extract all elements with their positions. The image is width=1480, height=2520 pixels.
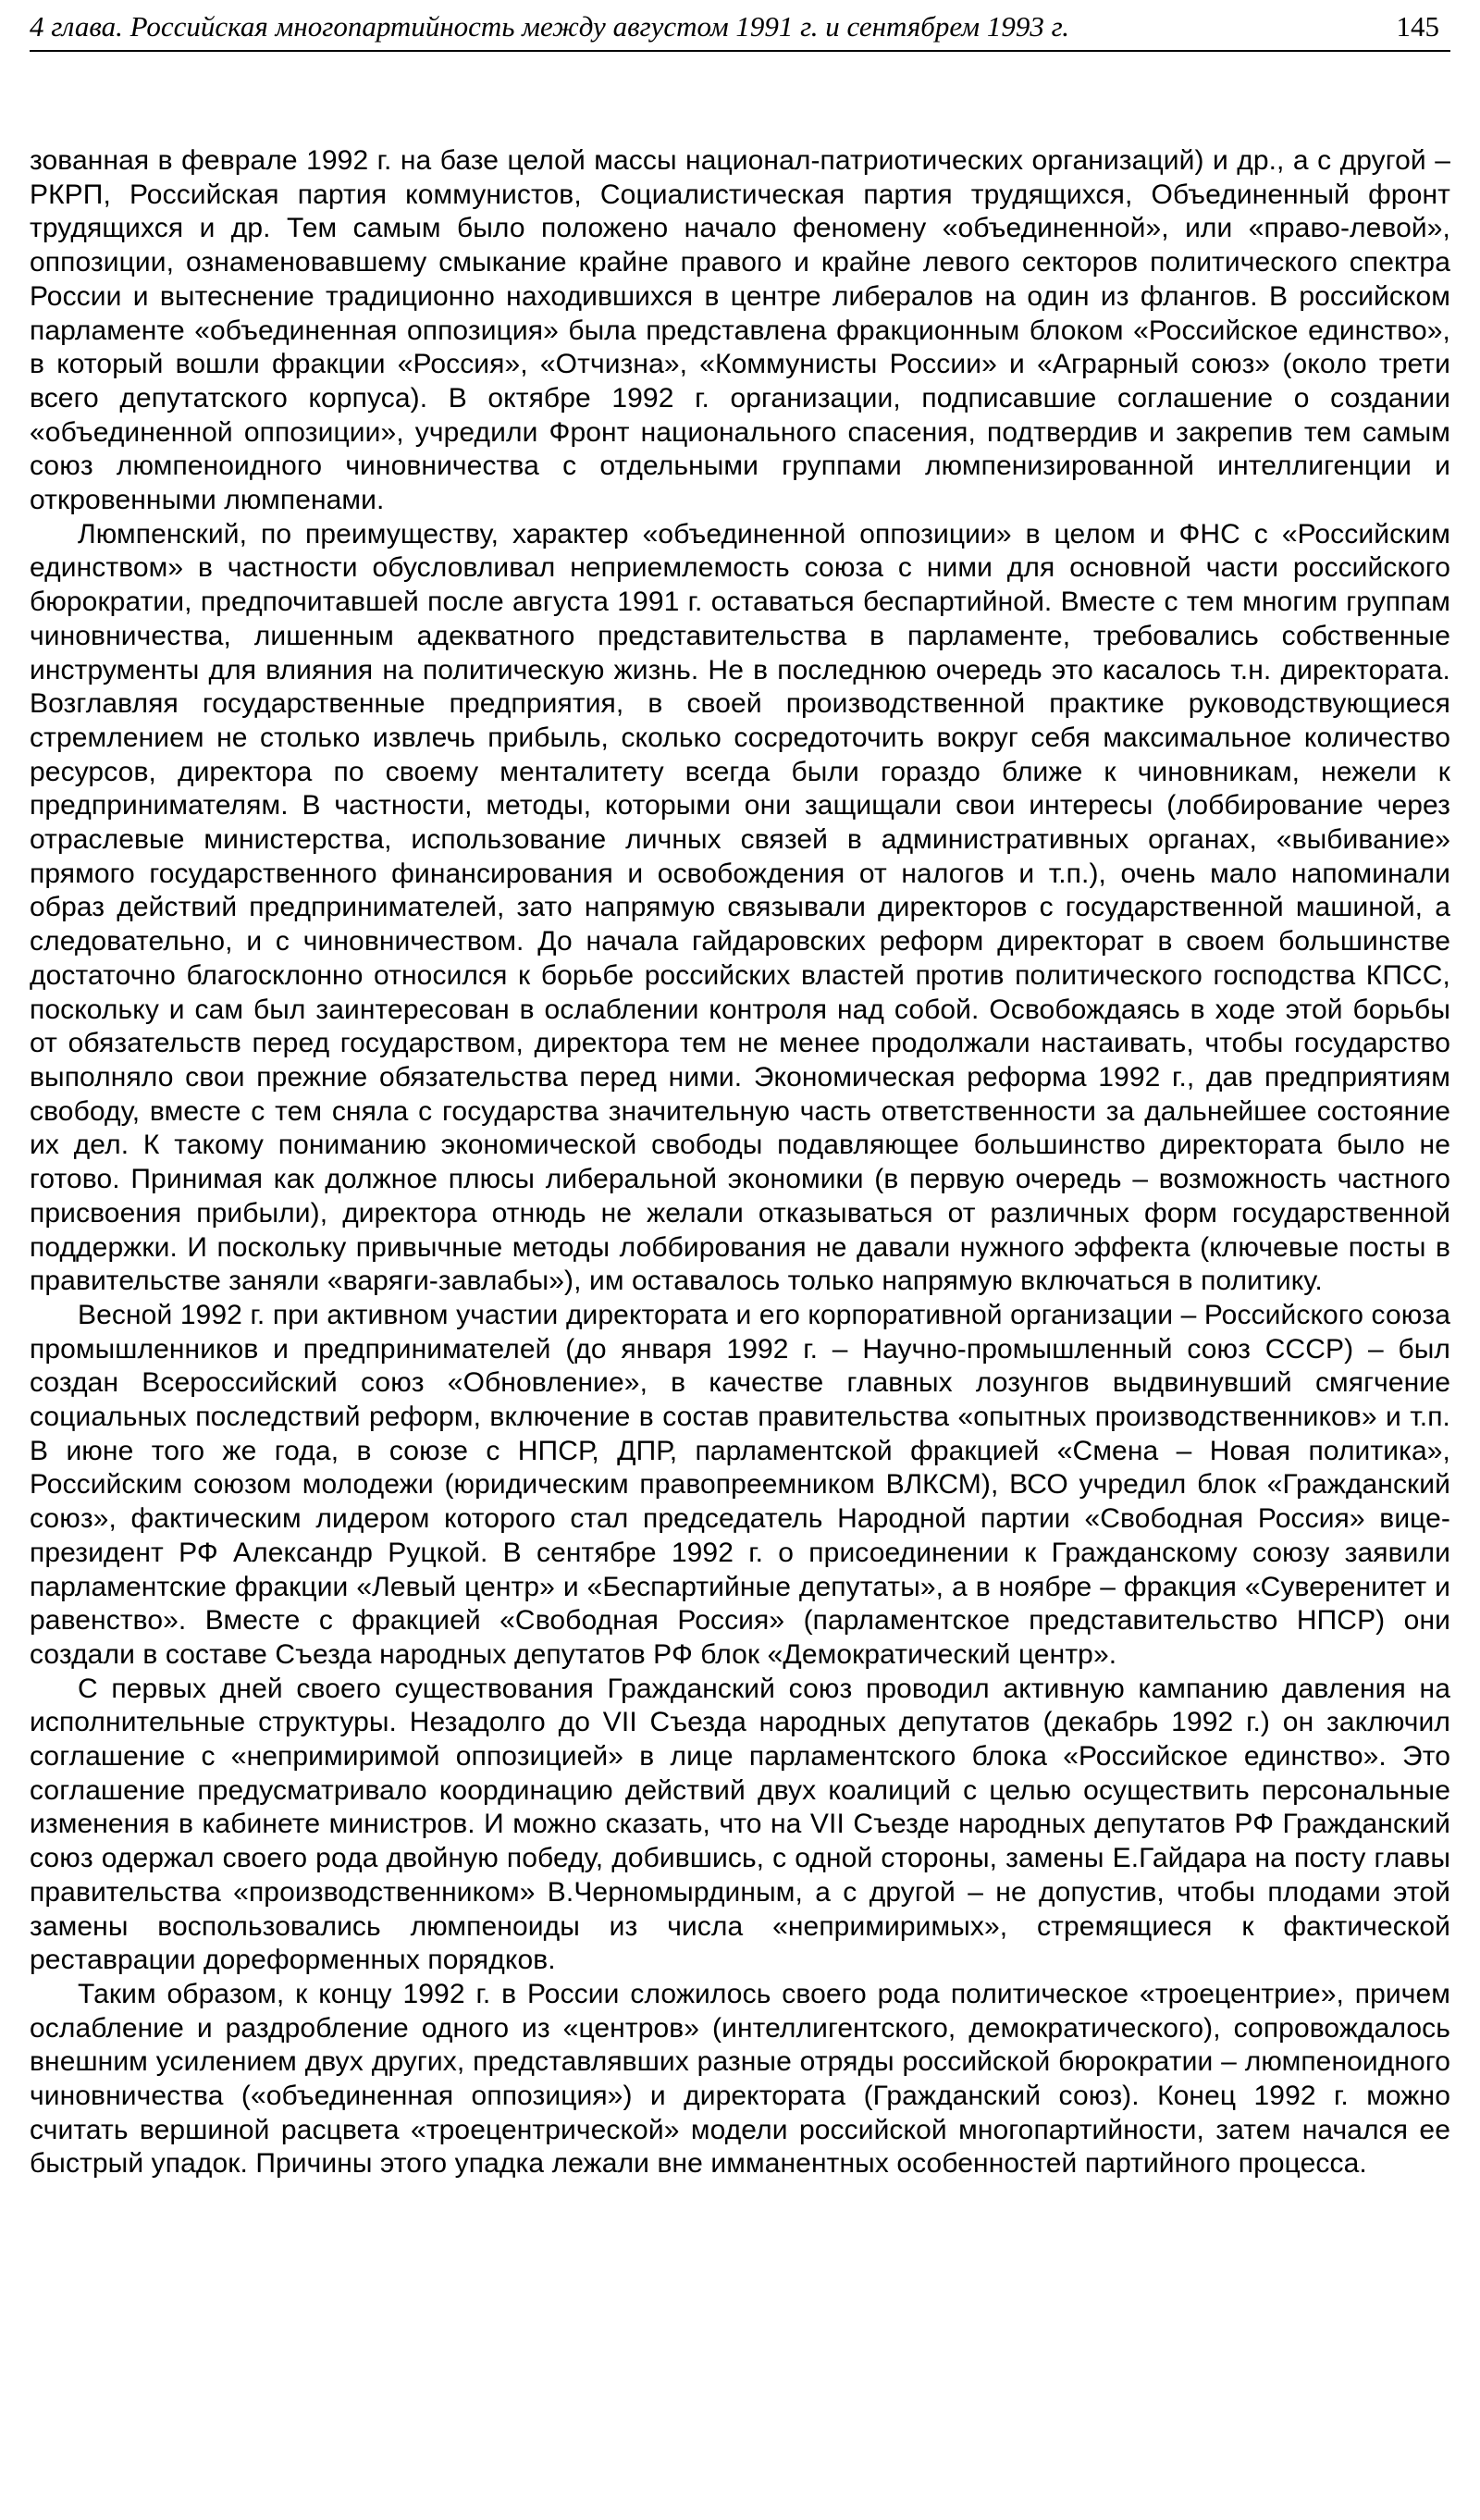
chapter-running-title: 4 глава. Российская многопартийность между августом 1991 г. и сентябрем 1993 г. — [30, 10, 1070, 43]
paragraph-continued: зованная в феврале 1992 г. на базе целой массы национал-патриотических организаций) и др., а с другой – РКРП, Российская партия коммунистов, Социалистическая партия трудящихся, Объединенный фронт трудящихся и др. Тем самым было положено начало феномену «объединенной», или «право-левой», оппозиции, ознаменовавшему смыкание крайне правого и крайне левого секторов политического спектра России и вытеснение традиционно находившихся в центре либералов на один из флангов. В российском парламенте «объединенная оппозиция» была представлена фракционным блоком «Российское единство», в который вошли фракции «Россия», «Отчизна», «Коммунисты России» и «Аграрный союз» (около трети всего депутатского корпуса). В октябре 1992 г. организации, подписавшие соглашение о создании «объединенной оппозиции», учредили Фронт национального спасения, подтвердив и закрепив тем самым союз люмпеноидного чиновничества с отдельными группами люмпенизированной интеллигенции и откровенными люмпенами. — [30, 145, 1450, 516]
book-page — [30, 0, 1450, 2181]
page-number: 145 — [1396, 10, 1439, 43]
running-header — [30, 9, 1450, 52]
paragraph: Таким образом, к концу 1992 г. в России сложилось своего рода политическое «троецентрие», причем ослабление и раздробление одного из «центров» (интеллигентского, демократического), сопровождалось внешним усилением двух других, представлявших разные отряды российской бюрократии – люмпеноидного чиновничества («объединенная оппозиция») и директората (Гражданский союз). Конец 1992 г. можно считать вершиной расцвета «троецентрической» модели российской многопартийности, затем начался ее быстрый упадок. Причины этого упадка лежали вне имманентных особенностей партийного процесса. — [30, 1978, 1450, 2180]
paragraph: Люмпенский, по преимуществу, характер «объединенной оппозиции» в целом и ФНС с «Российским единством» в частности обусловливал неприемлемость союза с ними для основной части российского бюрократии, предпочитавшей после августа 1991 г. оставаться беспартийной. Вместе с тем многим группам чиновничества, лишенным адекватного представительства в парламенте, требовались собственные инструменты для влияния на политическую жизнь. Не в последнюю очередь это касалось т.н. директората. Возглавляя государственные предприятия, в своей производственной практике руководствующиеся стремлением не столько извлечь прибыль, сколько сосредоточить вокруг себя максимальное количество ресурсов, директора по своему менталитету всегда были гораздо ближе к чиновникам, нежели к предпринимателям. В частности, методы, которыми они защищали свои интересы (лоббирование через отраслевые министерства, использование личных связей в административных органах, «выбивание» прямого государственного финансирования и освобождения от налогов и т.п.), очень мало напоминали образ действий предпринимателей, зато напрямую связывали директоров с государственной машиной, а следовательно, и с чиновничеством. До начала гайдаровских реформ директорат в своем большинстве достаточно благосклонно относился к борьбе российских властей против политического господства КПСС, поскольку и сам был заинтересован в ослаблении контроля над собой. Освобождаясь в ходе этой борьбы от обязательств перед государством, директора тем не менее продолжали настаивать, чтобы государство выполняло свои прежние обязательства перед ними. Экономическая реформа 1992 г., дав предприятиям свободу, вместе с тем сняла с государства значительную часть ответственности за дальнейшее состояние их дел. К такому пониманию экономической свободы подавляющее большинство директората было не готово. Принимая как должное плюсы либеральной экономики (в первую очередь – возможность частного присвоения прибыли), директора отнюдь не желали отказываться от различных форм государственной поддержки. И поскольку привычные методы лоббирования не давали нужного эффекта (ключевые посты в правительстве заняли «варяги-завлабы»), им оставалось только напрямую включаться в политику. — [30, 518, 1450, 1297]
body-text — [30, 144, 1450, 2181]
paragraph: Весной 1992 г. при активном участии директората и его корпоративной организации – Российского союза промышленников и предпринимателей (до января 1992 г. – Научно-промышленный союз СССР) – был создан Всероссийский союз «Обновление», в качестве главных лозунгов выдвинувший смягчение социальных последствий реформ, включение в состав правительства «опытных производственников» и т.п. В июне того же года, в союзе с НПСР, ДПР, парламентской фракцией «Смена – Новая политика», Российским союзом молодежи (юридическим правопреемником ВЛКСМ), ВСО учредил блок «Гражданский союз», фактическим лидером которого стал председатель Народной партии «Свободная Россия» вице-президент РФ Александр Руцкой. В сентябре 1992 г. о присоединении к Гражданскому союзу заявили парламентские фракции «Левый центр» и «Беспартийные депутаты», а в ноябре – фракция «Суверенитет и равенство». Вместе с фракцией «Свободная Россия» (парламентское представительство НПСР) они создали в составе Съезда народных депутатов РФ блок «Демократический центр». — [30, 1299, 1450, 1670]
paragraph: С первых дней своего существования Гражданский союз проводил активную кампанию давления на исполнительные структуры. Незадолго до VII Съезда народных депутатов (декабрь 1992 г.) он заключил соглашение с «непримиримой оппозицией» в лице парламентского блока «Российское единство». Это соглашение предусматривало координацию действий двух коалиций с целью осуществить персональные изменения в кабинете министров. И можно сказать, что на VII Съезде народных депутатов РФ Гражданский союз одержал своего рода двойную победу, добившись, с одной стороны, замены Е.Гайдара на посту главы правительства «производственником» В.Черномырдиным, а с другой – не допустив, чтобы плодами этой замены воспользовались люмпеноиды из числа «непримиримых», стремящиеся к фактической реставрации дореформенных порядков. — [30, 1673, 1450, 1976]
